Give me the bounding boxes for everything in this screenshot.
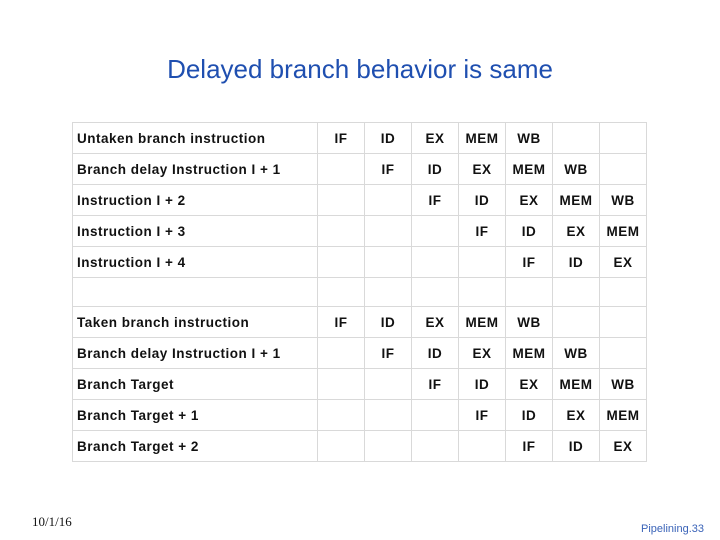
table-row xyxy=(73,185,647,216)
stage-cell: IF xyxy=(506,247,553,278)
stage-cell xyxy=(318,185,365,216)
instruction-label: Branch Target xyxy=(73,369,318,400)
stage-cell: WB xyxy=(553,338,600,369)
instruction-label: Untaken branch instruction xyxy=(73,123,318,154)
stage-cell: ID xyxy=(506,400,553,431)
stage-cell: MEM xyxy=(506,154,553,185)
table-row xyxy=(73,123,647,154)
table-row xyxy=(73,400,647,431)
instruction-label: Taken branch instruction xyxy=(73,307,318,338)
pipeline-table xyxy=(72,122,647,462)
stage-cell: IF xyxy=(318,307,365,338)
stage-cell: EX xyxy=(412,307,459,338)
stage-cell xyxy=(412,400,459,431)
table-row xyxy=(73,369,647,400)
stage-cell: IF xyxy=(412,369,459,400)
table-row xyxy=(73,431,647,462)
stage-cell xyxy=(553,307,600,338)
stage-cell: MEM xyxy=(553,369,600,400)
stage-cell xyxy=(365,369,412,400)
stage-cell: WB xyxy=(506,307,553,338)
stage-cell: MEM xyxy=(553,185,600,216)
stage-cell: ID xyxy=(459,369,506,400)
stage-cell xyxy=(412,278,459,307)
stage-cell xyxy=(365,247,412,278)
stage-cell xyxy=(318,431,365,462)
table-row xyxy=(73,338,647,369)
stage-cell: EX xyxy=(459,154,506,185)
stage-cell: EX xyxy=(412,123,459,154)
instruction-label: Instruction I + 2 xyxy=(73,185,318,216)
table-row xyxy=(73,154,647,185)
instruction-label: Branch delay Instruction I + 1 xyxy=(73,338,318,369)
stage-cell: EX xyxy=(553,400,600,431)
stage-cell xyxy=(459,278,506,307)
stage-cell xyxy=(318,216,365,247)
instruction-label: Branch Target + 2 xyxy=(73,431,318,462)
stage-cell xyxy=(506,278,553,307)
stage-cell xyxy=(412,216,459,247)
stage-cell xyxy=(318,247,365,278)
stage-cell xyxy=(600,123,647,154)
stage-cell: IF xyxy=(459,400,506,431)
stage-cell: MEM xyxy=(459,123,506,154)
stage-cell xyxy=(600,278,647,307)
stage-cell: IF xyxy=(506,431,553,462)
stage-cell: WB xyxy=(506,123,553,154)
stage-cell xyxy=(365,400,412,431)
table-row xyxy=(73,247,647,278)
stage-cell xyxy=(365,278,412,307)
stage-cell: EX xyxy=(600,431,647,462)
stage-cell: MEM xyxy=(459,307,506,338)
stage-cell xyxy=(318,278,365,307)
instruction-label: Instruction I + 3 xyxy=(73,216,318,247)
stage-cell xyxy=(459,247,506,278)
stage-cell: ID xyxy=(365,123,412,154)
stage-cell xyxy=(365,185,412,216)
stage-cell: ID xyxy=(412,154,459,185)
stage-cell: IF xyxy=(365,338,412,369)
stage-cell: ID xyxy=(365,307,412,338)
stage-cell: ID xyxy=(412,338,459,369)
stage-cell: IF xyxy=(412,185,459,216)
stage-cell: ID xyxy=(553,431,600,462)
stage-cell: MEM xyxy=(600,400,647,431)
stage-cell xyxy=(600,154,647,185)
instruction-label: Instruction I + 4 xyxy=(73,247,318,278)
stage-cell: MEM xyxy=(506,338,553,369)
stage-cell xyxy=(553,278,600,307)
stage-cell: WB xyxy=(600,185,647,216)
stage-cell: IF xyxy=(459,216,506,247)
stage-cell xyxy=(365,431,412,462)
instruction-label xyxy=(73,278,318,307)
stage-cell: WB xyxy=(600,369,647,400)
slide-title: Delayed branch behavior is same xyxy=(167,54,553,84)
stage-cell: EX xyxy=(600,247,647,278)
stage-cell: IF xyxy=(365,154,412,185)
table-row xyxy=(73,307,647,338)
stage-cell xyxy=(412,247,459,278)
stage-cell xyxy=(318,338,365,369)
stage-cell xyxy=(412,431,459,462)
stage-cell xyxy=(318,154,365,185)
stage-cell xyxy=(365,216,412,247)
stage-cell: ID xyxy=(459,185,506,216)
stage-cell: IF xyxy=(318,123,365,154)
stage-cell: EX xyxy=(506,369,553,400)
stage-cell xyxy=(600,338,647,369)
instruction-label: Branch delay Instruction I + 1 xyxy=(73,154,318,185)
stage-cell: MEM xyxy=(600,216,647,247)
stage-cell xyxy=(318,369,365,400)
stage-cell xyxy=(459,431,506,462)
stage-cell: WB xyxy=(553,154,600,185)
instruction-label: Branch Target + 1 xyxy=(73,400,318,431)
stage-cell xyxy=(553,123,600,154)
stage-cell: EX xyxy=(506,185,553,216)
stage-cell: ID xyxy=(506,216,553,247)
stage-cell xyxy=(600,307,647,338)
stage-cell: EX xyxy=(459,338,506,369)
slide-date: 10/1/16 xyxy=(32,514,72,529)
slide-footer: Pipelining.33 xyxy=(641,523,704,535)
stage-cell: ID xyxy=(553,247,600,278)
stage-cell xyxy=(318,400,365,431)
table-row xyxy=(73,216,647,247)
table-row xyxy=(73,278,647,307)
stage-cell: EX xyxy=(553,216,600,247)
